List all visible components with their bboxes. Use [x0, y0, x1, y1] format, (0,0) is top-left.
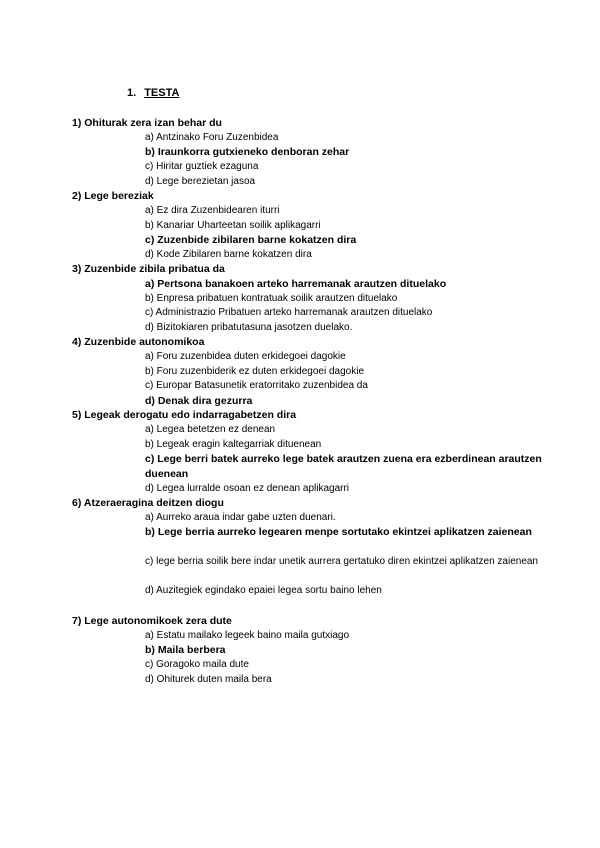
page-title [127, 87, 179, 99]
answer-3d: d) Bizitokiaren pribatutasuna jasotzen duelako. [145, 322, 353, 333]
answer-7c: c) Goragoko maila dute [145, 659, 249, 670]
answer-2d: d) Kode Zibilaren barne kokatzen dira [145, 249, 312, 260]
answer-7b: b) Maila berbera [145, 644, 226, 656]
answer-2c: c) Zuzenbide zibilaren barne kokatzen dira [145, 234, 357, 246]
answer-5c: c) Lege berri batek aurreko lege batek arautzen zuena era ezberdinean arautzen duenean [145, 453, 542, 480]
question-4: 4) Zuzenbide autonomikoa [72, 336, 205, 348]
answer-5d: d) Legea lurralde osoan ez denean aplikagarri [145, 483, 350, 494]
answer-3a: a) Pertsona banakoen arteko harremanak arautzen dituelako [145, 278, 447, 290]
answer-5a: a) Legea betetzen ez denean [145, 424, 276, 435]
answer-4a: a) Foru zuzenbidea duten erkidegoei dagokie [145, 351, 346, 362]
answer-7a: a) Estatu mailako legeek baino maila gutxiago [145, 630, 350, 641]
answer-6a: a) Aurreko araua indar gabe uzten duenari. [145, 512, 336, 523]
answer-1d: d) Lege berezietan jasoa [145, 176, 256, 187]
answer-2b: b) Kanariar Uharteetan soilik aplikagarri [145, 220, 321, 231]
question-6: 6) Atzeraeragina deitzen diogu [72, 497, 224, 509]
question-1: 1) Ohiturak zera izan behar du [72, 117, 222, 129]
question-5: 5) Legeak derogatu edo indarragabetzen dira [72, 409, 297, 421]
question-7: 7) Lege autonomikoek zera dute [72, 615, 232, 627]
answer-3b: b) Enpresa pribatuen kontratuak soilik arautzen dituelako [145, 293, 398, 304]
answer-6d: d) Auzitegiek egindako epaiei legea sortu baino lehen [145, 585, 382, 596]
answer-4c: c) Europar Batasunetik eratorritako zuzenbidea da [145, 380, 368, 391]
question-3: 3) Zuzenbide zibila pribatua da [72, 263, 225, 275]
question-2: 2) Lege bereziak [72, 190, 154, 202]
answer-4d: d) Denak dira gezurra [145, 395, 253, 407]
answer-2a: a) Ez dira Zuzenbidearen iturri [145, 205, 280, 216]
answer-7d: d) Ohiturek duten maila bera [145, 674, 272, 685]
answer-5b: b) Legeak eragin kaltegarriak dituenean [145, 439, 322, 450]
answer-6b: b) Lege berria aurreko legearen menpe sortutako ekintzei aplikatzen zaienean [145, 526, 532, 538]
title-text: TESTA [144, 87, 180, 99]
answer-6c: c) lege berria soilik bere indar unetik aurrera gertatuko diren ekintzei aplikatzen zaienean [145, 556, 538, 567]
answer-3c: c) Administrazio Pribatuen arteko harremanak arautzen dituelako [145, 307, 433, 318]
answer-4b: b) Foru zuzenbiderik ez duten erkidegoei dagokie [145, 366, 365, 377]
answer-1a: a) Antzinako Foru Zuzenbidea [145, 132, 279, 143]
answer-1c: c) Hiritar guztiek ezaguna [145, 161, 259, 172]
answer-1b: b) Iraunkorra gutxieneko denboran zehar [145, 146, 350, 158]
title-number: 1. [127, 87, 137, 99]
